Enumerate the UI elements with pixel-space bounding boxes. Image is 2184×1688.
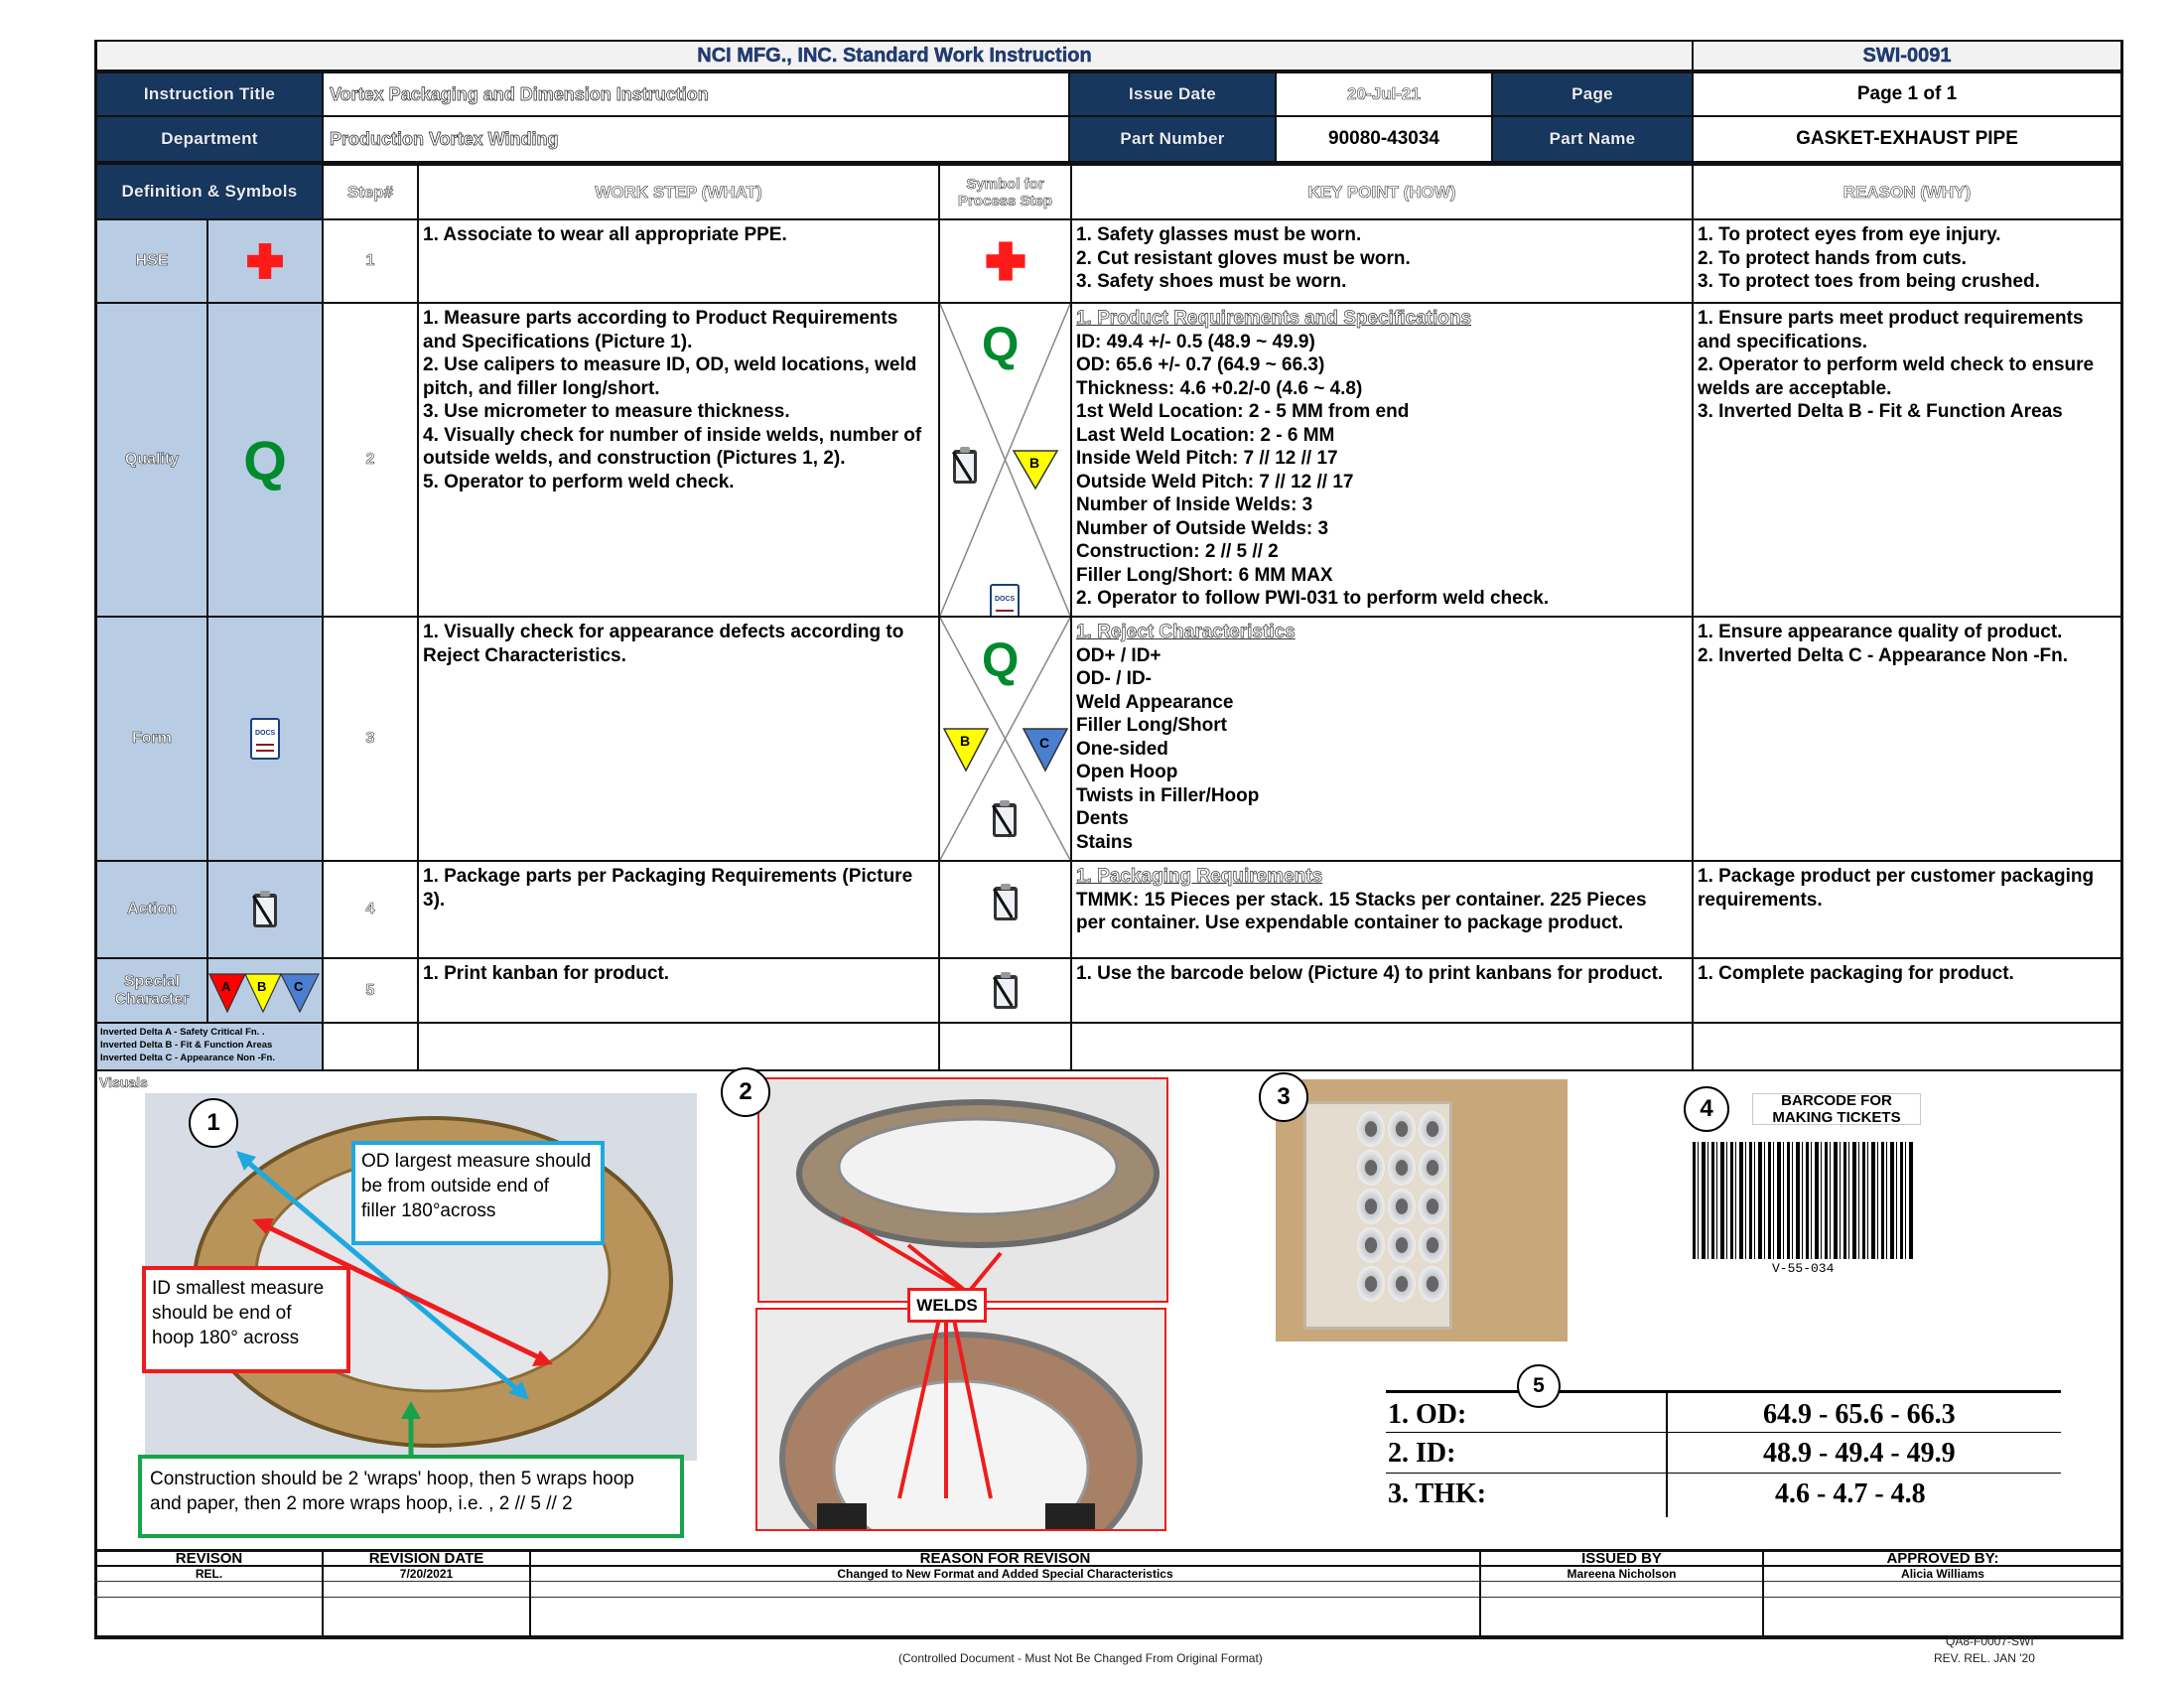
- reason-header: REASON (WHY): [1692, 163, 2122, 220]
- work-step-header: WORK STEP (WHAT): [417, 163, 940, 220]
- delta-b-icon: B: [942, 727, 990, 777]
- picture-4-number: 4: [1684, 1086, 1729, 1132]
- key-point-header: KEY POINT (HOW): [1070, 163, 1694, 220]
- step-1-why: 1. To protect eyes from eye injury. 2. To protect hands from cuts. 3. To protect toes from being crushed.: [1692, 218, 2122, 304]
- department-label: Department: [95, 115, 324, 163]
- picture-2-number: 2: [721, 1067, 770, 1117]
- reason-for-revision-value: Changed to New Format and Added Special Characteristics: [837, 1567, 1173, 1581]
- instruction-title-value: Vortex Packaging and Dimension Instruction: [322, 71, 1070, 117]
- delta-c-icon: C: [280, 973, 320, 1018]
- category-action-symbol: [206, 860, 324, 959]
- clipboard-icon: [991, 972, 1021, 1010]
- step-3-how: 1. Reject Characteristics OD+ / ID+ OD- / ID- Weld Appearance Filler Long/Short One-sided Open Hoop Twists in Filler/Hoop Dents Stains: [1070, 616, 1694, 862]
- page-label: Page: [1491, 71, 1694, 117]
- issued-by-header: ISSUED BY: [1581, 1549, 1662, 1567]
- controlled-document-notice: (Controlled Document - Must Not Be Changed From Original Format): [898, 1651, 1263, 1665]
- dimension-row-od: 1. OD: 64.9 - 65.6 - 66.3: [1386, 1393, 2061, 1433]
- step-2-why: 1. Ensure parts meet product requirements and specifications. 2. Operator to perform weld check to ensure welds are acceptable. 3. Inverted Delta B - Fit & Function Areas: [1692, 302, 2122, 618]
- picture-2-bottom-photo: [755, 1308, 1166, 1531]
- empty-what-cell: [417, 1022, 940, 1071]
- step-1-how: 1. Safety glasses must be worn. 2. Cut resistant gloves must be worn. 3. Safety shoes must be worn.: [1070, 218, 1694, 304]
- document-title: NCI MFG., INC. Standard Work Instruction: [697, 44, 1092, 67]
- category-hse: HSE: [95, 218, 208, 304]
- step-1-symbol: [938, 218, 1072, 304]
- approved-by-header: APPROVED BY:: [1886, 1549, 1999, 1567]
- issue-date-value: 20-Jul-21: [1275, 71, 1493, 117]
- clipboard-icon: [991, 884, 1021, 921]
- revision-date-header: REVISION DATE: [368, 1549, 484, 1567]
- step-2-number: 2: [322, 302, 419, 618]
- barcode-text: V-55-034: [1772, 1261, 1835, 1276]
- step-5-why: 1. Complete packaging for product.: [1692, 957, 2122, 1024]
- visuals-label: Visuals: [99, 1074, 148, 1090]
- definition-symbols-header: Definition & Symbols: [95, 163, 324, 220]
- picture-5-number: 5: [1517, 1364, 1561, 1408]
- revision-header: REVISON: [175, 1549, 243, 1567]
- category-quality: Quality: [95, 302, 208, 618]
- step-5-number: 5: [322, 957, 419, 1024]
- dimension-row-id: 2. ID: 48.9 - 49.4 - 49.9: [1386, 1434, 2061, 1474]
- picture-3-number: 3: [1259, 1072, 1308, 1122]
- category-action: Action: [95, 860, 208, 959]
- red-cross-icon: [247, 243, 283, 279]
- picture-3-packaging-photo: [1276, 1079, 1568, 1341]
- revision-value: REL.: [195, 1567, 223, 1581]
- delta-b-icon: B: [1012, 449, 1059, 495]
- revision-table-hline-2: [94, 1581, 2123, 1582]
- issue-date-label: Issue Date: [1068, 71, 1277, 117]
- form-revision: REV. REL. JAN '20: [1934, 1651, 2035, 1665]
- red-cross-icon: [986, 241, 1024, 280]
- category-special-symbols: [206, 957, 324, 1024]
- step-4-number: 4: [322, 860, 419, 959]
- department-value: Production Vortex Winding: [322, 115, 1070, 163]
- clipboard-icon: [950, 447, 980, 485]
- gasket-front-view-illustration: [757, 1310, 1164, 1529]
- delta-b-icon: B: [244, 973, 282, 1018]
- step-3-symbol: [938, 616, 1072, 862]
- step-5-what: 1. Print kanban for product.: [417, 957, 940, 1024]
- picture-2-top-photo: [757, 1077, 1168, 1303]
- gasket-side-view-illustration: [759, 1079, 1166, 1301]
- empty-how-cell: [1070, 1022, 1694, 1071]
- step-4-why: 1. Package product per customer packaging requirements.: [1692, 860, 2122, 959]
- welds-label: WELDS: [907, 1288, 987, 1323]
- stacked-parts-grid: [1357, 1111, 1446, 1302]
- step-3-number: 3: [322, 616, 419, 862]
- category-form: Form: [95, 616, 208, 862]
- step-5-symbol: [938, 957, 1072, 1024]
- step-header: Step#: [322, 163, 419, 220]
- step-3-why: 1. Ensure appearance quality of product. 2. Inverted Delta C - Appearance Non -Fn.: [1692, 616, 2122, 862]
- delta-a-icon: A: [208, 973, 246, 1018]
- doc-number: SWI-0091: [1862, 44, 1952, 67]
- od-note-callout: OD largest measure should be from outside end of filler 180°across: [351, 1141, 605, 1245]
- quality-q-icon: Q: [982, 634, 1020, 687]
- step-5-how: 1. Use the barcode below (Picture 4) to print kanbans for product.: [1070, 957, 1694, 1024]
- clipboard-icon: [250, 891, 280, 928]
- category-form-symbol: [206, 616, 324, 862]
- step-3-what: 1. Visually check for appearance defects according to Reject Characteristics.: [417, 616, 940, 862]
- empty-symbol-cell: [938, 1022, 1072, 1071]
- clipboard-icon: [990, 800, 1020, 838]
- issued-by-value: Mareena Nicholson: [1567, 1567, 1677, 1581]
- part-name-label: Part Name: [1491, 115, 1694, 163]
- form-code: QA8-F0007-SWI: [1946, 1634, 2034, 1648]
- step-4-symbol: [938, 860, 1072, 959]
- barcode: [1693, 1142, 1913, 1259]
- construction-note-callout: Construction should be 2 'wraps' hoop, then 5 wraps hoop and paper, then 2 more wraps hoop, i.e. , 2 // 5 // 2: [138, 1455, 684, 1538]
- symbol-header: Symbol for Process Step: [938, 163, 1072, 220]
- step-2-how: 1. Product Requirements and Specifications ID: 49.4 +/- 0.5 (48.9 ~ 49.9) OD: 65.6 +/- 0.7 (64.9 ~ 66.3) Thickness: 4.6 +0.2/-0 (4.6 ~ 4.8) 1st Weld Location: 2 - 5 MM from end Last Weld Location: 2 - 6 MM Inside Weld Pitch: 7 // 12 // 17 Outside Weld Pitch: 7 // 12 // 17 Number of Inside Welds: 3 Number of Outside Welds: 3 Construction: 2 // 5 // 2 Filler Long/Short: 6 MM MAX 2. Operator to follow PWI-031 to perform weld check.: [1070, 302, 1694, 618]
- part-number-label: Part Number: [1068, 115, 1277, 163]
- step-1-number: 1: [322, 218, 419, 304]
- id-note-callout: ID smallest measure should be end of hoop 180° across: [142, 1266, 350, 1373]
- step-4-what: 1. Package parts per Packaging Requirements (Picture 3).: [417, 860, 940, 959]
- step-2-symbol: [938, 302, 1072, 618]
- quality-q-icon: Q: [243, 428, 287, 492]
- title-bar: [95, 40, 1694, 71]
- instruction-title-label: Instruction Title: [95, 71, 324, 117]
- category-quality-symbol: [206, 302, 324, 618]
- docs-icon: DOCS: [250, 718, 280, 760]
- picture-1-number: 1: [189, 1098, 238, 1148]
- approved-by-value: Alicia Williams: [1901, 1567, 1984, 1581]
- revision-table-hline-3: [94, 1597, 2123, 1598]
- part-name-value: GASKET-EXHAUST PIPE: [1692, 115, 2122, 163]
- page-value: Page 1 of 1: [1692, 71, 2122, 117]
- revision-date-value: 7/20/2021: [399, 1567, 454, 1581]
- doc-number-cell: [1692, 40, 2122, 71]
- part-number-value: 90080-43034: [1275, 115, 1493, 163]
- reason-for-revision-header: REASON FOR REVISON: [919, 1549, 1091, 1567]
- quality-q-icon: Q: [982, 319, 1020, 371]
- category-special-character: Special Character: [95, 957, 208, 1024]
- step-2-what: 1. Measure parts according to Product Requirements and Specifications (Picture 1). 2. Use calipers to measure ID, OD, weld locations, weld pitch, and filler long/short. 3. Use micrometer to measure thickness. 4. Visually check for number of inside welds, number of outside welds, and construction (Pictures 1, 2). 5. Operator to perform weld check.: [417, 302, 940, 618]
- empty-why-cell: [1692, 1022, 2122, 1071]
- delta-c-icon: C: [1022, 727, 1069, 777]
- dimension-row-thk: 3. THK: 4.6 - 4.7 - 4.8: [1388, 1478, 1926, 1509]
- step-1-what: 1. Associate to wear all appropriate PPE.: [417, 218, 940, 304]
- category-hse-symbol: [206, 218, 324, 304]
- step-4-how: 1. Packaging Requirements TMMK: 15 Pieces per stack. 15 Stacks per container. 225 Pieces per container. Use expendable container to package product.: [1070, 860, 1694, 959]
- empty-step-cell: [322, 1022, 419, 1071]
- docs-icon: DOCS: [990, 584, 1020, 618]
- barcode-label: BARCODE FOR MAKING TICKETS: [1752, 1093, 1921, 1125]
- special-character-legend: Inverted Delta A - Safety Critical Fn. . Inverted Delta B - Fit & Function Areas Inverted Delta C - Appearance Non -Fn.: [95, 1022, 324, 1071]
